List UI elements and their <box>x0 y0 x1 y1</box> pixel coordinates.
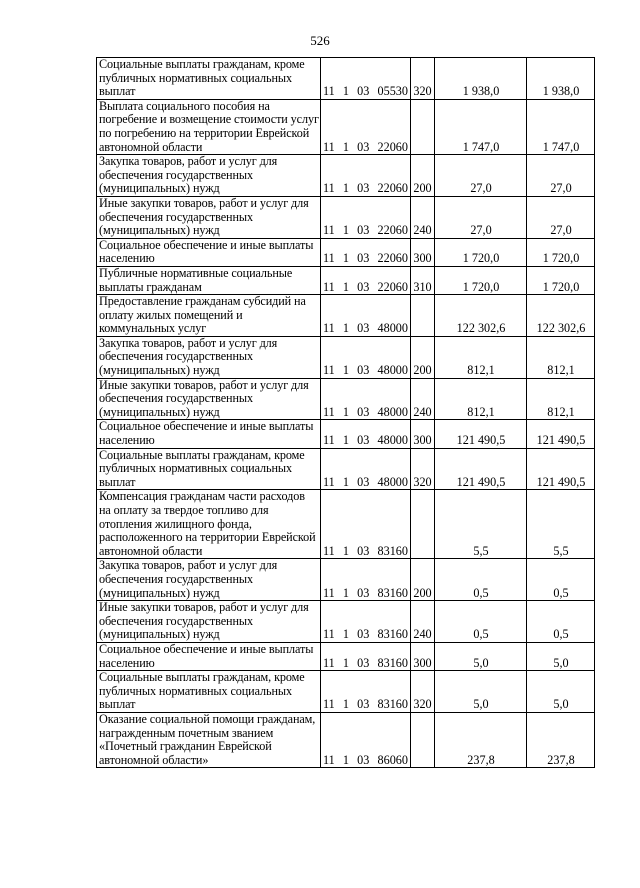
row-code-parts <box>323 545 409 559</box>
row-code-part: 11 <box>323 752 335 767</box>
row-code-part: 83160 <box>377 655 408 670</box>
row-sum-cell: 27,0 <box>527 155 595 197</box>
row-code-part: 03 <box>357 251 370 266</box>
row-expense-type-cell: 300 <box>411 642 435 670</box>
row-code-part: 11 <box>323 321 335 336</box>
row-code-parts <box>323 698 409 712</box>
table-row <box>97 378 595 420</box>
row-sum-cell: 121 490,5 <box>527 448 595 490</box>
row-code-cell <box>321 155 411 197</box>
row-sum-cell: 1 720,0 <box>435 238 527 266</box>
row-name-cell: Социальные выплаты гражданам, кроме публичных нормативных социальных выплат <box>97 448 321 490</box>
row-code-part: 11 <box>323 404 335 419</box>
row-sum-cell: 0,5 <box>527 559 595 601</box>
row-expense-type-cell: 200 <box>411 559 435 601</box>
row-sum-cell: 121 490,5 <box>527 420 595 448</box>
row-code-part: 05530 <box>377 84 408 99</box>
row-code-part: 1 <box>342 697 349 712</box>
row-code-part: 48000 <box>377 363 408 378</box>
row-code-part: 03 <box>357 627 370 642</box>
row-sum-cell: 5,0 <box>435 671 527 713</box>
row-code-cell <box>321 490 411 559</box>
row-code-part: 83160 <box>377 697 408 712</box>
row-code-part: 1 <box>342 752 349 767</box>
row-sum-cell: 121 490,5 <box>435 448 527 490</box>
row-code-part: 83160 <box>377 543 408 558</box>
row-sum-cell: 0,5 <box>435 559 527 601</box>
row-code-cell <box>321 420 411 448</box>
row-code-cell <box>321 378 411 420</box>
row-code-cell <box>321 295 411 337</box>
row-code-part: 1 <box>342 404 349 419</box>
row-code-parts <box>323 252 409 266</box>
row-code-part: 22060 <box>377 279 408 294</box>
row-expense-type-cell <box>411 490 435 559</box>
table-row <box>97 671 595 713</box>
row-sum-cell: 812,1 <box>527 378 595 420</box>
table-row <box>97 448 595 490</box>
row-code-part: 03 <box>357 433 370 448</box>
row-code-part: 11 <box>323 627 335 642</box>
table-row <box>97 642 595 670</box>
row-name-cell: Закупка товаров, работ и услуг для обеспечения государственных (муниципальных) нужд <box>97 155 321 197</box>
row-sum-cell: 237,8 <box>527 712 595 767</box>
row-code-parts <box>323 224 409 238</box>
row-sum-cell: 5,5 <box>435 490 527 559</box>
row-code-part: 11 <box>323 279 335 294</box>
row-code-part: 1 <box>342 139 349 154</box>
row-name-cell: Иные закупки товаров, работ и услуг для обеспечения государственных (муниципальных) нужд <box>97 601 321 643</box>
row-code-part: 03 <box>357 655 370 670</box>
table-row <box>97 238 595 266</box>
row-code-part: 03 <box>357 752 370 767</box>
row-expense-type-cell: 320 <box>411 448 435 490</box>
budget-table-body <box>97 58 595 768</box>
row-expense-type-cell <box>411 99 435 154</box>
row-code-parts <box>323 476 409 490</box>
row-code-part: 1 <box>342 543 349 558</box>
row-code-cell <box>321 448 411 490</box>
row-code-parts <box>323 628 409 642</box>
row-code-cell <box>321 559 411 601</box>
row-sum-cell: 27,0 <box>435 155 527 197</box>
row-code-part: 03 <box>357 404 370 419</box>
row-expense-type-cell: 300 <box>411 238 435 266</box>
row-expense-type-cell: 240 <box>411 601 435 643</box>
budget-table <box>96 57 595 768</box>
row-sum-cell: 812,1 <box>435 378 527 420</box>
row-code-part: 1 <box>342 363 349 378</box>
table-row <box>97 58 595 100</box>
row-code-part: 03 <box>357 279 370 294</box>
row-sum-cell: 1 720,0 <box>527 238 595 266</box>
row-sum-cell: 1 747,0 <box>435 99 527 154</box>
row-name-cell: Социальное обеспечение и иные выплаты населению <box>97 642 321 670</box>
row-code-part: 22060 <box>377 251 408 266</box>
row-code-part: 03 <box>357 543 370 558</box>
row-sum-cell: 237,8 <box>435 712 527 767</box>
row-sum-cell: 812,1 <box>527 336 595 378</box>
table-row <box>97 490 595 559</box>
row-code-cell <box>321 642 411 670</box>
row-code-parts <box>323 182 409 196</box>
row-sum-cell: 812,1 <box>435 336 527 378</box>
row-name-cell: Закупка товаров, работ и услуг для обеспечения государственных (муниципальных) нужд <box>97 559 321 601</box>
row-code-cell <box>321 601 411 643</box>
row-code-part: 11 <box>323 474 335 489</box>
row-expense-type-cell: 200 <box>411 336 435 378</box>
row-name-cell: Иные закупки товаров, работ и услуг для обеспечения государственных (муниципальных) нужд <box>97 378 321 420</box>
row-sum-cell: 122 302,6 <box>527 295 595 337</box>
row-code-part: 11 <box>323 181 335 196</box>
row-code-part: 11 <box>323 363 335 378</box>
row-sum-cell: 5,0 <box>435 642 527 670</box>
row-code-part: 1 <box>342 655 349 670</box>
row-code-part: 11 <box>323 697 335 712</box>
row-expense-type-cell: 310 <box>411 266 435 294</box>
table-row <box>97 266 595 294</box>
row-name-cell: Социальные выплаты гражданам, кроме публичных нормативных социальных выплат <box>97 58 321 100</box>
row-code-parts <box>323 434 409 448</box>
row-code-part: 83160 <box>377 585 408 600</box>
row-code-part: 48000 <box>377 433 408 448</box>
row-code-part: 1 <box>342 223 349 238</box>
row-code-part: 1 <box>342 279 349 294</box>
row-code-cell <box>321 238 411 266</box>
row-code-parts <box>323 322 409 336</box>
row-expense-type-cell: 300 <box>411 420 435 448</box>
row-sum-cell: 0,5 <box>435 601 527 643</box>
row-name-cell: Иные закупки товаров, работ и услуг для обеспечения государственных (муниципальных) нужд <box>97 196 321 238</box>
row-code-part: 11 <box>323 655 335 670</box>
row-code-part: 1 <box>342 474 349 489</box>
table-row <box>97 196 595 238</box>
row-sum-cell: 1 720,0 <box>527 266 595 294</box>
row-expense-type-cell: 320 <box>411 671 435 713</box>
row-code-part: 83160 <box>377 627 408 642</box>
row-code-cell <box>321 671 411 713</box>
row-code-part: 1 <box>342 321 349 336</box>
row-sum-cell: 0,5 <box>527 601 595 643</box>
row-code-part: 1 <box>342 181 349 196</box>
row-code-part: 03 <box>357 585 370 600</box>
row-code-part: 86060 <box>377 752 408 767</box>
row-sum-cell: 27,0 <box>435 196 527 238</box>
row-name-cell: Публичные нормативные социальные выплаты гражданам <box>97 266 321 294</box>
table-row <box>97 99 595 154</box>
row-sum-cell: 27,0 <box>527 196 595 238</box>
row-sum-cell: 5,5 <box>527 490 595 559</box>
row-sum-cell: 122 302,6 <box>435 295 527 337</box>
row-code-part: 11 <box>323 139 335 154</box>
row-code-part: 22060 <box>377 223 408 238</box>
table-row <box>97 420 595 448</box>
row-name-cell: Социальное обеспечение и иные выплаты населению <box>97 420 321 448</box>
row-code-part: 22060 <box>377 139 408 154</box>
row-code-parts <box>323 141 409 155</box>
row-code-parts <box>323 754 409 768</box>
row-code-part: 1 <box>342 84 349 99</box>
row-code-part: 48000 <box>377 404 408 419</box>
row-code-part: 03 <box>357 139 370 154</box>
row-sum-cell: 5,0 <box>527 642 595 670</box>
row-code-cell <box>321 58 411 100</box>
row-code-part: 11 <box>323 223 335 238</box>
row-code-part: 03 <box>357 223 370 238</box>
row-code-part: 03 <box>357 84 370 99</box>
row-name-cell: Закупка товаров, работ и услуг для обеспечения государственных (муниципальных) нужд <box>97 336 321 378</box>
row-sum-cell: 1 720,0 <box>435 266 527 294</box>
row-code-part: 11 <box>323 433 335 448</box>
row-code-cell <box>321 336 411 378</box>
row-name-cell: Выплата социального пособия на погребение и возмещение стоимости услуг по погребению на территории Еврейской автономной области <box>97 99 321 154</box>
row-name-cell: Социальные выплаты гражданам, кроме публичных нормативных социальных выплат <box>97 671 321 713</box>
row-code-part: 11 <box>323 251 335 266</box>
row-name-cell: Оказание социальной помощи гражданам, награжденным почетным званием «Почетный гражданин Еврейской автономной области» <box>97 712 321 767</box>
row-code-part: 03 <box>357 363 370 378</box>
row-code-cell <box>321 712 411 767</box>
row-code-parts <box>323 364 409 378</box>
row-code-part: 48000 <box>377 321 408 336</box>
row-name-cell: Социальное обеспечение и иные выплаты населению <box>97 238 321 266</box>
row-sum-cell: 1 747,0 <box>527 99 595 154</box>
row-code-part: 11 <box>323 543 335 558</box>
row-code-parts <box>323 657 409 671</box>
row-code-part: 11 <box>323 585 335 600</box>
row-code-part: 11 <box>323 84 335 99</box>
table-row <box>97 336 595 378</box>
row-expense-type-cell: 240 <box>411 378 435 420</box>
row-code-cell <box>321 99 411 154</box>
table-row <box>97 155 595 197</box>
row-code-parts <box>323 281 409 295</box>
row-code-cell <box>321 266 411 294</box>
row-sum-cell: 1 938,0 <box>527 58 595 100</box>
row-expense-type-cell: 200 <box>411 155 435 197</box>
row-code-part: 1 <box>342 251 349 266</box>
row-sum-cell: 1 938,0 <box>435 58 527 100</box>
row-code-part: 1 <box>342 433 349 448</box>
row-expense-type-cell <box>411 712 435 767</box>
table-row <box>97 295 595 337</box>
row-code-part: 1 <box>342 627 349 642</box>
row-code-part: 22060 <box>377 181 408 196</box>
row-code-cell <box>321 196 411 238</box>
row-code-part: 03 <box>357 474 370 489</box>
row-sum-cell: 5,0 <box>527 671 595 713</box>
table-row <box>97 559 595 601</box>
row-code-part: 1 <box>342 585 349 600</box>
page-number: 526 <box>310 33 330 48</box>
row-code-part: 48000 <box>377 474 408 489</box>
table-row <box>97 601 595 643</box>
row-expense-type-cell <box>411 295 435 337</box>
row-code-parts <box>323 587 409 601</box>
row-code-part: 03 <box>357 321 370 336</box>
row-name-cell: Компенсация гражданам части расходов на оплату за твердое топливо для отопления жилищного фонда, расположенного на территории Еврейской автономной области <box>97 490 321 559</box>
row-expense-type-cell: 240 <box>411 196 435 238</box>
row-name-cell: Предоставление гражданам субсидий на оплату жилых помещений и коммунальных услуг <box>97 295 321 337</box>
row-code-part: 03 <box>357 697 370 712</box>
row-code-parts <box>323 85 409 99</box>
row-code-part: 03 <box>357 181 370 196</box>
row-expense-type-cell: 320 <box>411 58 435 100</box>
row-code-parts <box>323 406 409 420</box>
row-sum-cell: 121 490,5 <box>435 420 527 448</box>
table-row <box>97 712 595 767</box>
